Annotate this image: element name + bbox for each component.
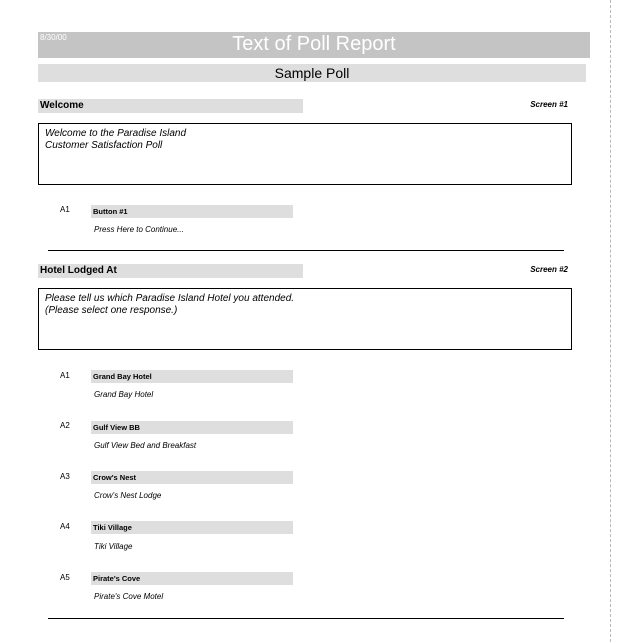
report-date: 8/30/00 [40,33,67,42]
answer-id: A4 [60,522,70,531]
answer-text: Pirate's Cove Motel [94,592,164,601]
question-line: Please tell us which Paradise Island Hotel you attended. [45,293,295,304]
poll-name: Sample Poll [38,64,586,82]
answer-name: Button #1 [91,205,293,218]
screen-label-2: Screen #2 [530,265,568,274]
answer-text: Crow's Nest Lodge [94,491,162,500]
answer-id: A1 [60,205,70,214]
section-divider [48,250,564,251]
section-title-hotel: Hotel Lodged At [38,264,303,278]
answer-name: Pirate's Cove [91,572,293,585]
answer-id: A2 [60,421,70,430]
answer-name: Tiki Village [91,521,293,534]
answer-name: Grand Bay Hotel [91,370,293,383]
answer-id: A5 [60,573,70,582]
answer-text: Grand Bay Hotel [94,390,154,399]
section-divider [48,618,564,619]
section-title-welcome: Welcome [38,99,303,113]
answer-text: Tiki Village [94,542,133,551]
question-line: Customer Satisfaction Poll [45,140,163,151]
report-title: Text of Poll Report [232,33,396,55]
question-box-welcome [38,123,572,185]
screen-label-1: Screen #1 [530,100,568,109]
question-line: (Please select one response.) [45,305,178,316]
answer-text: Press Here to Continue... [94,225,184,234]
answer-name: Gulf View BB [91,421,293,434]
answer-id: A3 [60,472,70,481]
question-line: Welcome to the Paradise Island [45,128,187,139]
answer-text: Gulf View Bed and Breakfast [94,441,197,450]
answer-name: Crow's Nest [91,471,293,484]
answer-id: A1 [60,371,70,380]
question-box-hotel [38,288,572,350]
report-header [38,32,590,58]
page-edge-divider [610,0,611,642]
